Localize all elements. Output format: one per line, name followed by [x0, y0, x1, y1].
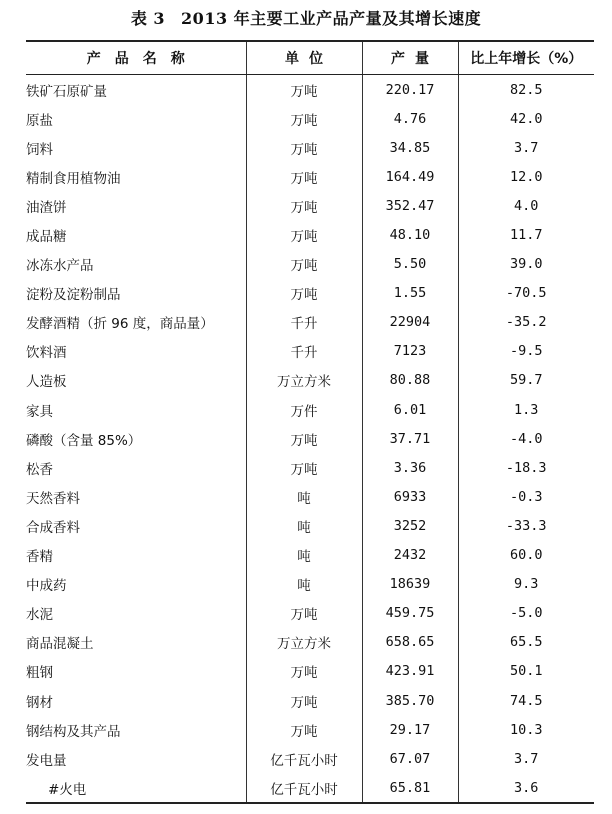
cell-product-name: 商品混凝土 [26, 636, 94, 653]
cell-growth: 82.5 [458, 75, 594, 105]
cell-output: 29.17 [362, 715, 458, 744]
cell-unit: 吨 [246, 570, 362, 599]
cell-growth: -33.3 [458, 511, 594, 540]
cell-output: 18639 [362, 570, 458, 599]
cell-unit: 千升 [246, 308, 362, 337]
table-row [26, 744, 594, 773]
table-row [26, 657, 594, 686]
table-title [0, 6, 612, 29]
cell-unit: 吨 [246, 511, 362, 540]
cell-product-name: 冰冻水产品 [26, 258, 94, 275]
cell-unit: 万吨 [246, 162, 362, 191]
table-row [26, 75, 594, 105]
cell-output: 220.17 [362, 75, 458, 105]
header-output: 产量 [362, 41, 458, 75]
cell-unit: 吨 [246, 541, 362, 570]
cell-unit: 万吨 [246, 75, 362, 105]
cell-product-name: 饮料酒 [26, 345, 67, 362]
cell-product-name: 油渣饼 [26, 199, 67, 216]
cell-growth: 3.6 [458, 773, 594, 803]
cell-output: 3.36 [362, 453, 458, 482]
cell-growth: 50.1 [458, 657, 594, 686]
table-row [26, 133, 594, 162]
cell-output: 34.85 [362, 133, 458, 162]
cell-growth: -18.3 [458, 453, 594, 482]
table-row [26, 337, 594, 366]
cell-unit: 万吨 [246, 191, 362, 220]
cell-growth: -35.2 [458, 308, 594, 337]
table-row [26, 424, 594, 453]
cell-output: 7123 [362, 337, 458, 366]
cell-output: 658.65 [362, 628, 458, 657]
cell-product-name: 成品糖 [26, 229, 67, 246]
table-row [26, 395, 594, 424]
cell-growth: -0.3 [458, 482, 594, 511]
header-growth: 比上年增长（%） [458, 41, 594, 75]
cell-unit: 万立方米 [246, 628, 362, 657]
table-row [26, 453, 594, 482]
cell-growth: 3.7 [458, 744, 594, 773]
cell-output: 1.55 [362, 279, 458, 308]
cell-growth: 42.0 [458, 104, 594, 133]
cell-growth: 3.7 [458, 133, 594, 162]
cell-output: 5.50 [362, 250, 458, 279]
cell-output: 6933 [362, 482, 458, 511]
cell-growth: 39.0 [458, 250, 594, 279]
table-number: 表 3 [130, 9, 166, 28]
cell-unit: 万吨 [246, 657, 362, 686]
table-row [26, 628, 594, 657]
cell-unit: 万吨 [246, 250, 362, 279]
table-row [26, 511, 594, 540]
cell-growth: 11.7 [458, 220, 594, 249]
table-row [26, 570, 594, 599]
table-row [26, 715, 594, 744]
cell-unit: 万吨 [246, 104, 362, 133]
cell-output: 459.75 [362, 599, 458, 628]
cell-unit: 万吨 [246, 220, 362, 249]
table-row [26, 482, 594, 511]
cell-product-name: 人造板 [26, 374, 67, 391]
table-row [26, 599, 594, 628]
table-row [26, 366, 594, 395]
cell-output: 37.71 [362, 424, 458, 453]
cell-growth: 1.3 [458, 395, 594, 424]
cell-growth: 4.0 [458, 191, 594, 220]
table-row [26, 541, 594, 570]
cell-unit: 万吨 [246, 599, 362, 628]
cell-product-name: 粗钢 [26, 665, 53, 682]
production-table [26, 40, 594, 804]
cell-output: 65.81 [362, 773, 458, 803]
header-product-name: 产品名称 [26, 41, 246, 75]
cell-unit: 万立方米 [246, 366, 362, 395]
cell-product-name: 家具 [26, 403, 53, 420]
cell-product-name: 钢材 [26, 694, 53, 711]
cell-product-name: 原盐 [26, 112, 53, 129]
table-row [26, 773, 594, 803]
cell-unit: 万吨 [246, 453, 362, 482]
cell-output: 22904 [362, 308, 458, 337]
cell-product-name: 钢结构及其产品 [26, 723, 121, 740]
cell-product-name: 淀粉及淀粉制品 [26, 287, 121, 304]
cell-product-name: 合成香料 [26, 519, 80, 536]
cell-product-name: 天然香料 [26, 490, 80, 507]
cell-output: 6.01 [362, 395, 458, 424]
cell-output: 67.07 [362, 744, 458, 773]
cell-product-name: 饲料 [26, 141, 53, 158]
cell-growth: -9.5 [458, 337, 594, 366]
cell-growth: 59.7 [458, 366, 594, 395]
cell-growth: -4.0 [458, 424, 594, 453]
cell-growth: -70.5 [458, 279, 594, 308]
cell-unit: 万件 [246, 395, 362, 424]
table-row [26, 250, 594, 279]
table-row [26, 308, 594, 337]
cell-product-name: 精制食用植物油 [26, 170, 121, 187]
table-row [26, 686, 594, 715]
cell-unit: 万吨 [246, 715, 362, 744]
cell-output: 48.10 [362, 220, 458, 249]
cell-unit: 千升 [246, 337, 362, 366]
cell-growth: -5.0 [458, 599, 594, 628]
cell-output: 80.88 [362, 366, 458, 395]
cell-growth: 9.3 [458, 570, 594, 599]
cell-unit: 亿千瓦小时 [246, 773, 362, 803]
cell-output: 352.47 [362, 191, 458, 220]
cell-output: 2432 [362, 541, 458, 570]
cell-product-name: #火电 [26, 773, 246, 803]
table-row [26, 220, 594, 249]
cell-growth: 60.0 [458, 541, 594, 570]
cell-product-name: 磷酸（含量 85%） [26, 432, 142, 449]
cell-product-name: 发电量 [26, 752, 67, 769]
table-row [26, 104, 594, 133]
cell-output: 3252 [362, 511, 458, 540]
cell-product-name: 松香 [26, 461, 53, 478]
cell-unit: 万吨 [246, 424, 362, 453]
cell-output: 423.91 [362, 657, 458, 686]
cell-output: 4.76 [362, 104, 458, 133]
cell-growth: 12.0 [458, 162, 594, 191]
cell-product-name: 水泥 [26, 607, 53, 624]
cell-growth: 74.5 [458, 686, 594, 715]
cell-output: 385.70 [362, 686, 458, 715]
cell-unit: 亿千瓦小时 [246, 744, 362, 773]
table-row [26, 279, 594, 308]
cell-unit: 万吨 [246, 279, 362, 308]
cell-growth: 10.3 [458, 715, 594, 744]
cell-unit: 万吨 [246, 686, 362, 715]
cell-unit: 吨 [246, 482, 362, 511]
table-row [26, 162, 594, 191]
cell-growth: 65.5 [458, 628, 594, 657]
cell-product-name: 香精 [26, 549, 53, 566]
header-row [26, 41, 594, 75]
table-row [26, 191, 594, 220]
cell-product-name: 中成药 [26, 578, 67, 595]
cell-product-name: 铁矿石原矿量 [26, 83, 107, 100]
table-title-text: 2013 年主要工业产品产量及其增长速度 [181, 9, 482, 28]
cell-unit: 万吨 [246, 133, 362, 162]
header-unit: 单位 [246, 41, 362, 75]
cell-output: 164.49 [362, 162, 458, 191]
cell-product-name: 发酵酒精（折 96 度，商品量） [26, 316, 214, 333]
